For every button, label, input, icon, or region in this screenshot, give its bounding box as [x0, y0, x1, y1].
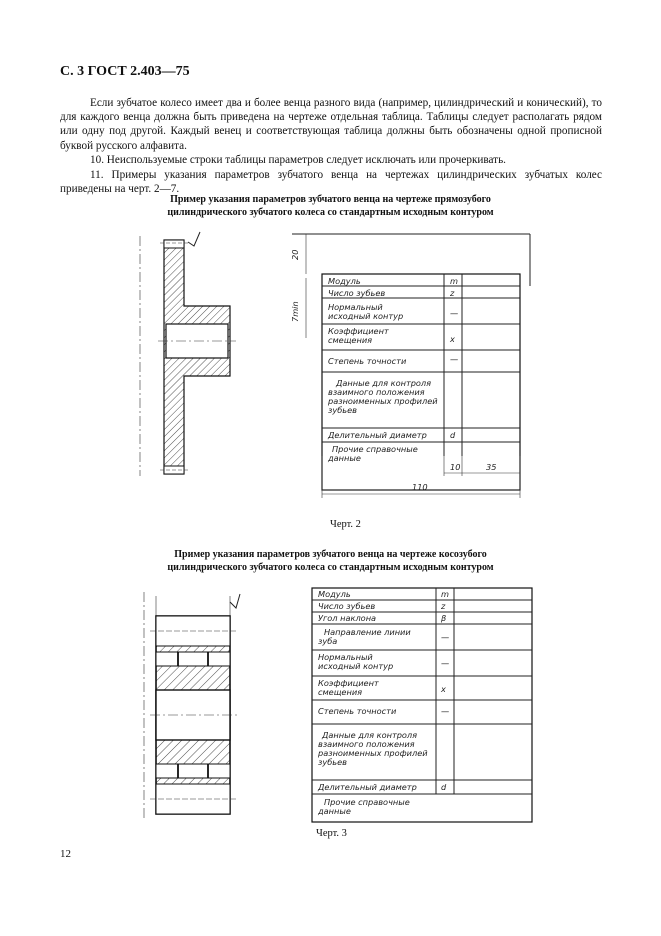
dim-20: 20: [290, 249, 300, 260]
f2-sym-diameter: d: [441, 782, 447, 792]
f1-row-teeth: Число зубьев: [328, 288, 386, 298]
f2-row-angle: Угол наклона: [318, 613, 377, 623]
f2-row-accuracy: Степень точности: [318, 706, 397, 716]
f1-row-accuracy: Степень точности: [328, 356, 407, 366]
f2-sym-teeth: z: [441, 601, 446, 611]
f2-row-control: Данные для контроля взаимного положения разноименных профилей зубьев: [318, 730, 428, 767]
f2-sym-contour: —: [441, 658, 450, 668]
paragraph-wreaths: Если зубчатое колесо имеет два и более венца разного вида (например, цилиндрический и конический), то для каждого венца должна быть приведена на чертеже отдельная таблица. Таблицы следует располагать рядом или одну под другой. Каждый венец и соответствующая таблица должны быть обозначены одной прописной буквой русского алфавита.: [60, 97, 602, 152]
figure1-caption-line1: Пример указания параметров зубчатого венца на чертеже прямозубого: [170, 194, 491, 205]
figure2-caption-line2: цилиндрического зубчатого колеса со стандартным исходным контуром: [167, 562, 494, 573]
figure1-caption-line2: цилиндрического зубчатого колеса со стандартным исходным контуром: [167, 207, 494, 218]
f1-row-contour: Нормальный исходный контур: [328, 302, 404, 321]
figure1-label: Черт. 2: [330, 519, 361, 530]
f2-row-module: Модуль: [318, 589, 351, 599]
page-header: С. 3 ГОСТ 2.403—75: [60, 64, 190, 79]
figure2-parameter-table: [310, 586, 536, 824]
f1-row-diameter: Делительный диаметр: [328, 430, 427, 440]
f2-row-diameter: Делительный диаметр: [318, 782, 417, 792]
figure2-caption: [0, 548, 661, 574]
f2-sym-shift: x: [441, 684, 446, 694]
f2-row-contour: Нормальный исходный контур: [318, 652, 394, 671]
f2-row-teeth: Число зубьев: [318, 601, 376, 611]
f1-row-shift: Коэффициент смещения: [328, 326, 389, 345]
f1-sym-teeth: z: [450, 288, 455, 298]
f2-row-other: Прочие справочные данные: [318, 797, 410, 816]
f2-sym-accuracy: —: [441, 706, 450, 716]
figure2-gear-drawing: [126, 592, 246, 822]
paragraph-10: 10. Неиспользуемые строки таблицы параметров следует исключать или прочеркивать.: [90, 154, 506, 166]
f1-sym-diameter: d: [450, 430, 456, 440]
page-number: 12: [60, 848, 71, 860]
f1-sym-contour: —: [450, 308, 459, 318]
dim-7min: 7min: [290, 301, 300, 322]
f1-sym-module: m: [450, 276, 458, 286]
f2-sym-direction: —: [441, 632, 450, 642]
dim-10: 10: [450, 462, 461, 472]
dim-35: 35: [486, 462, 497, 472]
paragraph-11: 11. Примеры указания параметров зубчатого венца на чертежах цилиндрических зубчатых колес приведены на черт. 2—7.: [60, 169, 602, 196]
figure2-caption-line1: Пример указания параметров зубчатого венца на чертеже косозубого: [174, 549, 487, 560]
f1-row-module: Модуль: [328, 276, 361, 286]
figure2-label: Черт. 3: [316, 828, 347, 839]
f2-sym-angle: β: [441, 613, 447, 623]
figure1-parameter-table: [284, 226, 534, 496]
f2-row-direction: Направление линии зуба: [318, 627, 411, 646]
figure1-gear-drawing: [120, 226, 240, 486]
f1-sym-accuracy: —: [450, 354, 459, 364]
f1-row-control: Данные для контроля взаимного положения разноименных профилей зубьев: [328, 378, 438, 415]
f1-sym-shift: x: [450, 334, 455, 344]
figure1-caption: [0, 193, 661, 219]
dim-110: 110: [412, 482, 428, 492]
f2-sym-module: m: [441, 589, 449, 599]
f2-row-shift: Коэффициент смещения: [318, 678, 379, 697]
f1-row-other: Прочие справочные данные: [328, 444, 418, 463]
